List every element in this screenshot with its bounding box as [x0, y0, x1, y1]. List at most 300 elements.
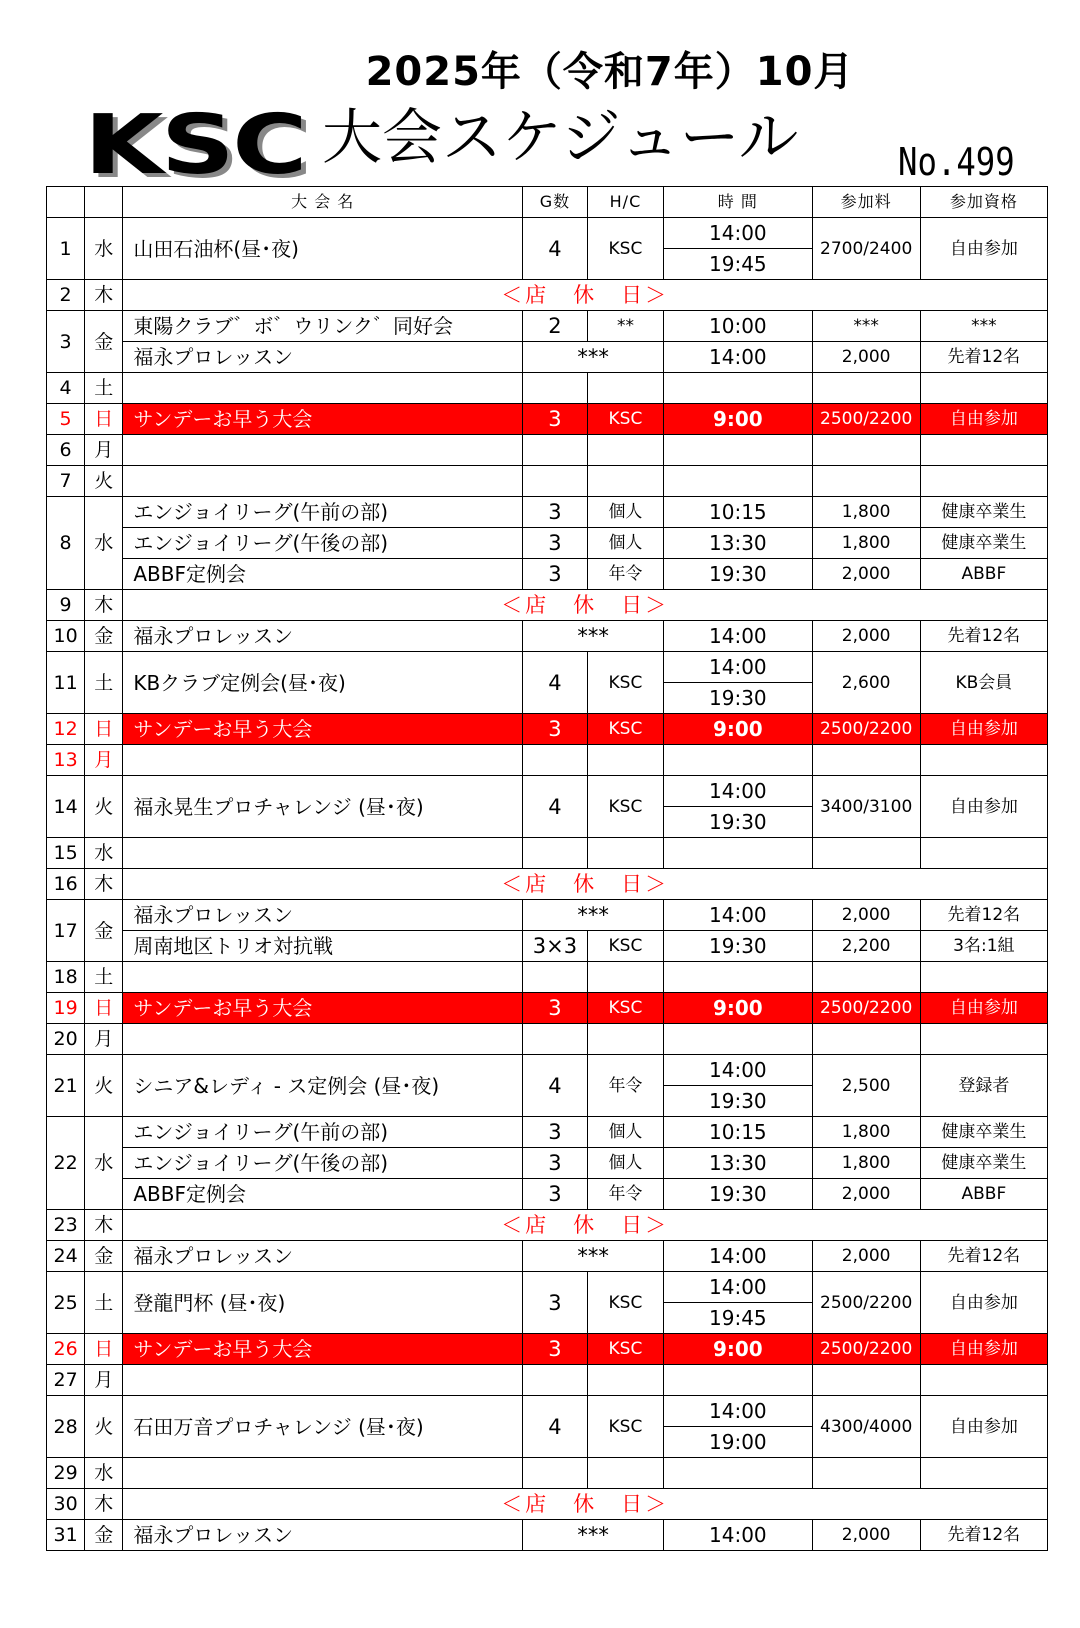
table-row [47, 373, 1048, 404]
handicap [587, 745, 663, 776]
event-name: 石田万音プロチャレンジ (昼･夜) [123, 1396, 523, 1458]
table-row [47, 342, 1048, 373]
entry-fee: 2,600 [812, 652, 920, 714]
start-time [664, 1024, 812, 1055]
entry-fee [812, 1024, 920, 1055]
entry-fee [812, 745, 920, 776]
entry-fee [812, 838, 920, 869]
weekday: 金 [85, 900, 123, 962]
start-time: 19:30 [664, 1179, 812, 1210]
day-number: 6 [47, 435, 85, 466]
game-count: 4 [523, 1396, 588, 1458]
event-name [123, 1365, 523, 1396]
handicap [587, 435, 663, 466]
weekday: 水 [85, 218, 123, 280]
eligibility: 先着12名 [920, 900, 1047, 931]
handicap: KSC [587, 1334, 663, 1365]
event-name: ABBF定例会 [123, 559, 523, 590]
day-number: 29 [47, 1458, 85, 1489]
day-number: 5 [47, 404, 85, 435]
entry-fee [812, 1458, 920, 1489]
handicap: KSC [587, 1396, 663, 1458]
weekday: 土 [85, 373, 123, 404]
table-row [47, 497, 1048, 528]
weekday: 火 [85, 1396, 123, 1458]
entry-fee: 2,000 [812, 1520, 920, 1551]
weekday: 木 [85, 869, 123, 900]
entry-fee: 2500/2200 [812, 1334, 920, 1365]
game-count: 3 [523, 1148, 588, 1179]
game-count: 4 [523, 218, 588, 280]
table-row [47, 1055, 1048, 1086]
weekday: 土 [85, 1272, 123, 1334]
entry-fee: 4300/4000 [812, 1396, 920, 1458]
entry-fee [812, 373, 920, 404]
weekday: 金 [85, 311, 123, 373]
game-count: 3 [523, 404, 588, 435]
table-row [47, 1024, 1048, 1055]
header-fee: 参加料 [812, 187, 920, 218]
day-number: 8 [47, 497, 85, 590]
eligibility [920, 1365, 1047, 1396]
start-time: 14:00 [664, 900, 812, 931]
start-time: 10:00 [664, 311, 812, 342]
day-number: 26 [47, 1334, 85, 1365]
handicap [587, 962, 663, 993]
start-time [664, 435, 812, 466]
day-number: 25 [47, 1272, 85, 1334]
day-number: 10 [47, 621, 85, 652]
games-handicap: *** [523, 1241, 664, 1272]
header-weekday [85, 187, 123, 218]
eligibility: *** [920, 311, 1047, 342]
day-number: 3 [47, 311, 85, 373]
entry-fee: 2,000 [812, 342, 920, 373]
event-name [123, 838, 523, 869]
event-name [123, 466, 523, 497]
games-handicap: *** [523, 1520, 664, 1551]
handicap: 個人 [587, 1148, 663, 1179]
weekday: 月 [85, 745, 123, 776]
entry-fee: 2500/2200 [812, 714, 920, 745]
event-name: 周南地区トリオ対抗戦 [123, 931, 523, 962]
weekday: 土 [85, 652, 123, 714]
entry-fee [812, 962, 920, 993]
eligibility: 登録者 [920, 1055, 1047, 1117]
event-name [123, 373, 523, 404]
eligibility: 自由参加 [920, 218, 1047, 280]
eligibility [920, 466, 1047, 497]
event-name: 東陽クラブ゛ボ゛ウリンク゛同好会 [123, 311, 523, 342]
table-row [47, 776, 1048, 807]
eligibility: 健康卒業生 [920, 1117, 1047, 1148]
day-number: 12 [47, 714, 85, 745]
table-row [47, 1272, 1048, 1303]
weekday: 日 [85, 404, 123, 435]
eligibility: 健康卒業生 [920, 497, 1047, 528]
weekday: 火 [85, 776, 123, 838]
eligibility: 自由参加 [920, 714, 1047, 745]
start-time [664, 745, 812, 776]
start-time [664, 373, 812, 404]
event-name: エンジョイリーグ(午前の部) [123, 1117, 523, 1148]
header-time: 時 間 [664, 187, 812, 218]
table-row [47, 1365, 1048, 1396]
day-number: 14 [47, 776, 85, 838]
event-name: 福永プロレッスン [123, 1520, 523, 1551]
weekday: 木 [85, 1210, 123, 1241]
eligibility: 先着12名 [920, 621, 1047, 652]
eligibility: ABBF [920, 559, 1047, 590]
start-time: 19:30 [664, 807, 812, 838]
start-time [664, 466, 812, 497]
schedule-table [46, 186, 1048, 1551]
day-number: 27 [47, 1365, 85, 1396]
day-number: 4 [47, 373, 85, 404]
start-time [664, 1458, 812, 1489]
eligibility: 先着12名 [920, 1241, 1047, 1272]
start-time: 9:00 [664, 404, 812, 435]
start-time: 10:15 [664, 497, 812, 528]
start-time: 14:00 [664, 1055, 812, 1086]
table-row [47, 900, 1048, 931]
table-row [47, 218, 1048, 249]
day-number: 13 [47, 745, 85, 776]
table-row [47, 1179, 1048, 1210]
event-name: 登龍門杯 (昼･夜) [123, 1272, 523, 1334]
start-time: 14:00 [664, 776, 812, 807]
game-count [523, 1024, 588, 1055]
game-count: 3 [523, 1179, 588, 1210]
weekday: 木 [85, 280, 123, 311]
entry-fee: 2500/2200 [812, 993, 920, 1024]
game-count [523, 435, 588, 466]
handicap: 個人 [587, 1117, 663, 1148]
event-name: エンジョイリーグ(午後の部) [123, 1148, 523, 1179]
weekday: 水 [85, 1117, 123, 1210]
handicap: 個人 [587, 497, 663, 528]
event-name: エンジョイリーグ(午前の部) [123, 497, 523, 528]
handicap: 年令 [587, 1055, 663, 1117]
entry-fee [812, 1365, 920, 1396]
handicap: KSC [587, 714, 663, 745]
table-row [47, 652, 1048, 683]
event-name: サンデーお早う大会 [123, 714, 523, 745]
handicap [587, 373, 663, 404]
day-number: 24 [47, 1241, 85, 1272]
entry-fee [812, 435, 920, 466]
event-name: 山田石油杯(昼･夜) [123, 218, 523, 280]
entry-fee: 1,800 [812, 497, 920, 528]
games-handicap: *** [523, 900, 664, 931]
game-count: 3 [523, 559, 588, 590]
handicap: ** [587, 311, 663, 342]
day-number: 17 [47, 900, 85, 962]
start-time: 19:30 [664, 683, 812, 714]
eligibility: 健康卒業生 [920, 1148, 1047, 1179]
eligibility [920, 1458, 1047, 1489]
weekday: 金 [85, 621, 123, 652]
event-name: サンデーお早う大会 [123, 1334, 523, 1365]
day-number: 21 [47, 1055, 85, 1117]
entry-fee: 1,800 [812, 1117, 920, 1148]
eligibility [920, 962, 1047, 993]
day-number: 16 [47, 869, 85, 900]
game-count [523, 838, 588, 869]
games-handicap: *** [523, 621, 664, 652]
eligibility [920, 1024, 1047, 1055]
game-count [523, 962, 588, 993]
start-time: 19:30 [664, 1086, 812, 1117]
day-number: 11 [47, 652, 85, 714]
game-count: 4 [523, 776, 588, 838]
day-number: 23 [47, 1210, 85, 1241]
table-row [47, 590, 1048, 621]
table-row [47, 1396, 1048, 1427]
start-time: 14:00 [664, 621, 812, 652]
issue-number: No.499 [898, 140, 1015, 184]
start-time: 14:00 [664, 342, 812, 373]
table-row [47, 528, 1048, 559]
period-text: 2025年（令和7年）10月 [365, 49, 855, 95]
entry-fee: 2,200 [812, 931, 920, 962]
entry-fee: 2,000 [812, 621, 920, 652]
weekday: 月 [85, 1365, 123, 1396]
start-time [664, 838, 812, 869]
game-count [523, 1458, 588, 1489]
game-count: 3 [523, 528, 588, 559]
handicap: KSC [587, 218, 663, 280]
entry-fee [812, 466, 920, 497]
day-number: 20 [47, 1024, 85, 1055]
entry-fee: 2500/2200 [812, 1272, 920, 1334]
entry-fee: *** [812, 311, 920, 342]
event-name [123, 435, 523, 466]
weekday: 火 [85, 466, 123, 497]
weekday: 月 [85, 435, 123, 466]
eligibility: 先着12名 [920, 342, 1047, 373]
game-count: 4 [523, 1055, 588, 1117]
table-row [47, 1489, 1048, 1520]
start-time: 14:00 [664, 1520, 812, 1551]
table-row [47, 993, 1048, 1024]
game-count: 3 [523, 714, 588, 745]
day-number: 15 [47, 838, 85, 869]
event-name: シニア&レディ - ス定例会 (昼･夜) [123, 1055, 523, 1117]
table-row [47, 1334, 1048, 1365]
closed-day-label: ＜店 休 日＞ [123, 280, 1048, 311]
day-number: 19 [47, 993, 85, 1024]
day-number: 18 [47, 962, 85, 993]
weekday: 日 [85, 714, 123, 745]
handicap [587, 1458, 663, 1489]
start-time: 10:15 [664, 1117, 812, 1148]
table-row [47, 466, 1048, 497]
handicap [587, 838, 663, 869]
handicap: KSC [587, 931, 663, 962]
eligibility: 自由参加 [920, 993, 1047, 1024]
entry-fee: 2500/2200 [812, 404, 920, 435]
day-number: 22 [47, 1117, 85, 1210]
eligibility: KB会員 [920, 652, 1047, 714]
day-number: 1 [47, 218, 85, 280]
day-number: 30 [47, 1489, 85, 1520]
weekday: 日 [85, 1334, 123, 1365]
start-time: 13:30 [664, 528, 812, 559]
table-row [47, 280, 1048, 311]
weekday: 水 [85, 497, 123, 590]
start-time: 19:00 [664, 1427, 812, 1458]
start-time: 14:00 [664, 1241, 812, 1272]
entry-fee: 2,000 [812, 900, 920, 931]
game-count: 3 [523, 993, 588, 1024]
start-time: 14:00 [664, 1272, 812, 1303]
handicap: KSC [587, 993, 663, 1024]
closed-day-label: ＜店 休 日＞ [123, 590, 1048, 621]
table-header-row [47, 187, 1048, 218]
table-row [47, 435, 1048, 466]
start-time [664, 962, 812, 993]
game-count: 3 [523, 1334, 588, 1365]
table-row [47, 745, 1048, 776]
handicap [587, 1024, 663, 1055]
entry-fee: 3400/3100 [812, 776, 920, 838]
table-row [47, 838, 1048, 869]
header-handicap: H/C [587, 187, 663, 218]
event-name: ABBF定例会 [123, 1179, 523, 1210]
event-name [123, 962, 523, 993]
schedule-period [0, 40, 1080, 97]
weekday: 月 [85, 1024, 123, 1055]
game-count: 3 [523, 1272, 588, 1334]
handicap [587, 1365, 663, 1396]
handicap [587, 466, 663, 497]
table-row [47, 1458, 1048, 1489]
day-number: 28 [47, 1396, 85, 1458]
table-row [47, 559, 1048, 590]
entry-fee: 2,000 [812, 559, 920, 590]
table-row [47, 869, 1048, 900]
weekday: 土 [85, 962, 123, 993]
handicap: 年令 [587, 1179, 663, 1210]
start-time: 19:45 [664, 249, 812, 280]
event-name [123, 1458, 523, 1489]
day-number: 7 [47, 466, 85, 497]
eligibility: 自由参加 [920, 404, 1047, 435]
eligibility: 自由参加 [920, 1272, 1047, 1334]
event-name: 福永晃生プロチャレンジ (昼･夜) [123, 776, 523, 838]
header-games: G数 [523, 187, 588, 218]
start-time: 14:00 [664, 652, 812, 683]
weekday: 金 [85, 1520, 123, 1551]
entry-fee: 2,000 [812, 1241, 920, 1272]
handicap: KSC [587, 404, 663, 435]
game-count [523, 373, 588, 404]
game-count: 2 [523, 311, 588, 342]
weekday: 水 [85, 838, 123, 869]
eligibility [920, 373, 1047, 404]
start-time [664, 1365, 812, 1396]
table-row [47, 1241, 1048, 1272]
table-row [47, 1210, 1048, 1241]
weekday: 金 [85, 1241, 123, 1272]
event-name: 福永プロレッスン [123, 342, 523, 373]
game-count [523, 745, 588, 776]
day-number: 2 [47, 280, 85, 311]
eligibility: ABBF [920, 1179, 1047, 1210]
handicap: 個人 [587, 528, 663, 559]
closed-day-label: ＜店 休 日＞ [123, 1489, 1048, 1520]
day-number: 31 [47, 1520, 85, 1551]
header-day [47, 187, 85, 218]
ksc-logo: KSC [84, 98, 305, 193]
header-event-name: 大 会 名 [123, 187, 523, 218]
start-time: 19:45 [664, 1303, 812, 1334]
event-name: サンデーお早う大会 [123, 404, 523, 435]
game-count: 3 [523, 497, 588, 528]
header-eligibility: 参加資格 [920, 187, 1047, 218]
event-name: サンデーお早う大会 [123, 993, 523, 1024]
table-row [47, 931, 1048, 962]
table-row [47, 714, 1048, 745]
day-number: 9 [47, 590, 85, 621]
table-row [47, 1117, 1048, 1148]
table-row [47, 404, 1048, 435]
handicap: KSC [587, 1272, 663, 1334]
start-time: 19:30 [664, 931, 812, 962]
event-name: KBクラブ定例会(昼･夜) [123, 652, 523, 714]
eligibility [920, 435, 1047, 466]
weekday: 日 [85, 993, 123, 1024]
weekday: 木 [85, 1489, 123, 1520]
start-time: 19:30 [664, 559, 812, 590]
start-time: 14:00 [664, 1396, 812, 1427]
game-count [523, 1365, 588, 1396]
event-name: エンジョイリーグ(午後の部) [123, 528, 523, 559]
start-time: 14:00 [664, 218, 812, 249]
eligibility: 3名:1組 [920, 931, 1047, 962]
start-time: 9:00 [664, 714, 812, 745]
eligibility [920, 745, 1047, 776]
game-count: 4 [523, 652, 588, 714]
games-handicap: *** [523, 342, 664, 373]
eligibility: 先着12名 [920, 1520, 1047, 1551]
closed-day-label: ＜店 休 日＞ [123, 1210, 1048, 1241]
eligibility [920, 838, 1047, 869]
game-count: 3×3 [523, 931, 588, 962]
start-time: 9:00 [664, 993, 812, 1024]
event-name: 福永プロレッスン [123, 1241, 523, 1272]
eligibility: 自由参加 [920, 1334, 1047, 1365]
event-name [123, 745, 523, 776]
table-row [47, 1148, 1048, 1179]
weekday: 水 [85, 1458, 123, 1489]
eligibility: 健康卒業生 [920, 528, 1047, 559]
weekday: 火 [85, 1055, 123, 1117]
table-row [47, 1520, 1048, 1551]
handicap: KSC [587, 776, 663, 838]
table-row [47, 621, 1048, 652]
start-time: 9:00 [664, 1334, 812, 1365]
game-count: 3 [523, 1117, 588, 1148]
handicap: KSC [587, 652, 663, 714]
game-count [523, 466, 588, 497]
event-name: 福永プロレッスン [123, 621, 523, 652]
eligibility: 自由参加 [920, 1396, 1047, 1458]
entry-fee: 1,800 [812, 528, 920, 559]
entry-fee: 2700/2400 [812, 218, 920, 280]
weekday: 木 [85, 590, 123, 621]
